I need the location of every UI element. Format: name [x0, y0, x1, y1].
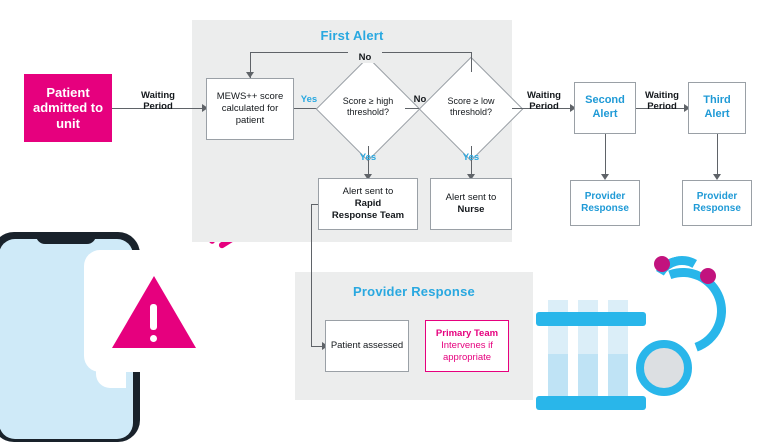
edge-rrt-to-provider-response-h: [311, 204, 318, 205]
node-alert-rapid-response-team: [318, 178, 418, 230]
test-tube-rack-top: [536, 312, 646, 326]
alert-rrt-line1: Alert sent to: [342, 186, 394, 198]
edge-second-alert-down: [605, 134, 606, 176]
decision-high-threshold-label: Score ≥ high threshold?: [342, 96, 394, 118]
primary-team-title: Primary Team: [435, 328, 499, 340]
node-third-alert: Third Alert: [688, 82, 746, 134]
alert-rrt-line3: Response Team: [331, 209, 405, 221]
alert-rrt-line2: Rapid: [354, 198, 382, 210]
warning-exclamation-dot: [150, 335, 157, 342]
stethoscope-earpiece-icon: [700, 268, 716, 284]
edge-provider-response-corner: [311, 316, 312, 346]
edge-label-yes-high: Yes: [359, 152, 377, 163]
edge-no-loop-up: [471, 52, 472, 72]
phone-notch: [36, 232, 96, 244]
decision-low-threshold-label: Score ≥ low threshold?: [447, 96, 495, 118]
edge-label-waiting-period-2: Waiting Period: [527, 90, 561, 113]
node-primary-team: [425, 320, 509, 372]
edge-third-alert-down: [717, 134, 718, 176]
edge-rrt-to-provider-response-v: [311, 204, 312, 316]
stethoscope-earpiece-icon: [654, 256, 670, 272]
edge-label-no-1: No: [348, 52, 382, 63]
warning-exclamation-stroke: [150, 304, 157, 330]
edge-label-yes-low: Yes: [462, 152, 480, 163]
node-patient-admitted: Patient admitted to unit: [24, 74, 112, 142]
alert-nurse-line1: Alert sent to: [445, 192, 497, 204]
alert-nurse-line2: Nurse: [457, 204, 485, 215]
test-tube-rack-bottom: [536, 396, 646, 410]
arrowhead: [246, 72, 254, 78]
first-alert-panel-title: First Alert: [320, 28, 384, 43]
node-second-alert: Second Alert: [574, 82, 636, 134]
edge-label-yes-1: Yes: [300, 94, 318, 105]
node-alert-nurse: [430, 178, 512, 230]
primary-team-sub: Intervenes if appropriate: [441, 340, 493, 363]
edge-label-no-2: No: [413, 94, 427, 105]
patient-assessed-label: Patient assessed: [330, 340, 404, 352]
node-provider-response-3: Provider Response: [682, 180, 752, 226]
node-mews-score: MEWS++ score calculated for patient: [206, 78, 294, 140]
provider-response-panel-title: Provider Response: [353, 284, 475, 299]
node-provider-response-2: Provider Response: [570, 180, 640, 226]
edge-label-waiting-period-1: Waiting Period: [141, 90, 175, 113]
edge-label-waiting-period-3: Waiting Period: [645, 90, 679, 113]
node-patient-assessed: [325, 320, 409, 372]
stethoscope-chestpiece-icon: [636, 340, 692, 396]
